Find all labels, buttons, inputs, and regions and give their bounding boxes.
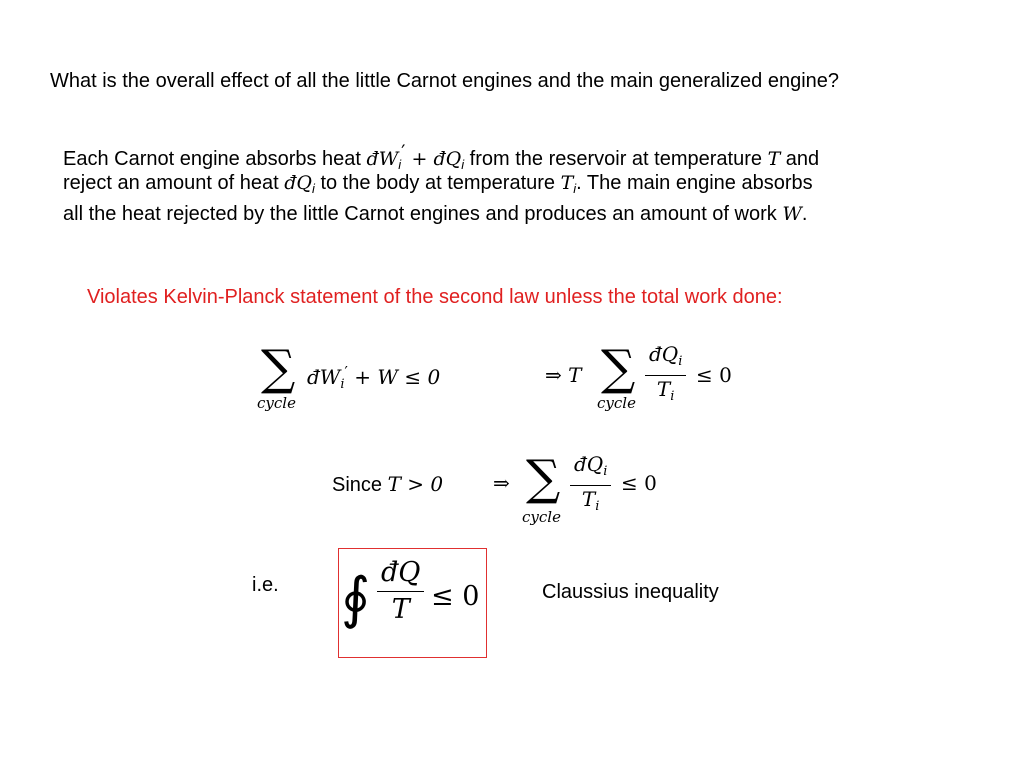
text: reject an amount of heat — [63, 172, 285, 194]
paragraph-line-2 — [63, 172, 813, 196]
math-sub: i — [670, 389, 675, 404]
math-W: W — [782, 203, 802, 225]
math-sub: i — [573, 181, 577, 196]
math-sub: i — [312, 181, 315, 196]
le-zero: ≤ 0 — [696, 363, 732, 387]
math-dW: đW — [366, 148, 399, 170]
sum-symbol: ∑ — [261, 340, 296, 396]
math-plus: + — [405, 148, 434, 170]
since-condition — [332, 472, 443, 497]
paragraph-line-3 — [63, 203, 807, 226]
text: and — [780, 148, 820, 170]
le-zero: ≤ 0 — [431, 581, 480, 612]
fraction-dQi-over-Ti — [570, 452, 611, 519]
text: Each Carnot engine absorbs heat — [63, 148, 367, 170]
fraction-dQi-over-Ti — [645, 342, 686, 409]
fraction-denominator — [582, 486, 600, 519]
math-dQ: đQ — [574, 452, 604, 476]
text: . — [801, 203, 808, 225]
sum-limit-label: cycle — [597, 394, 636, 412]
math-T: T — [581, 487, 596, 511]
kelvin-planck-statement: Violates Kelvin-Planck statement of the second law unless the total work done: — [87, 286, 783, 308]
ie-label: i.e. — [252, 574, 279, 596]
fraction-denominator: T — [391, 594, 410, 625]
fraction-denominator — [657, 376, 675, 409]
math-rest: + W ≤ 0 — [347, 365, 441, 389]
math-T: T — [656, 377, 671, 401]
math-T: T — [767, 148, 781, 170]
text: to the body at temperature — [314, 172, 561, 194]
clausius-inequality-box — [338, 548, 487, 658]
implies-symbol: ⇒ — [493, 471, 510, 495]
math-sub: i — [340, 377, 345, 392]
fraction-dQ-over-T — [377, 557, 424, 626]
math-dQ: đQ — [284, 172, 312, 194]
math-sub: i — [398, 157, 402, 172]
math-dQ: đQ — [433, 148, 462, 170]
sum-limit-label: cycle — [257, 394, 296, 412]
equation-3 — [330, 450, 690, 534]
math-sub: i — [603, 464, 608, 479]
slide-question: What is the overall effect of all the little Carnot engines and the main generalized engine? — [50, 70, 840, 92]
math-sub: i — [595, 499, 600, 514]
math-prime: ′ — [401, 141, 406, 163]
fraction-numerator — [570, 452, 611, 486]
le-zero: ≤ 0 — [621, 471, 657, 495]
math-prime: ′ — [344, 363, 348, 381]
equation-1 — [255, 342, 475, 422]
equation-2 — [545, 340, 745, 424]
fraction-numerator: đQ — [377, 557, 424, 592]
paragraph-line-1 — [63, 141, 819, 172]
sum-symbol: ∑ — [526, 450, 561, 506]
math-sub: i — [678, 354, 683, 369]
clausius-label: Claussius inequality — [542, 581, 719, 603]
math-condition: T > 0 — [387, 472, 444, 496]
math-Ti: T — [560, 172, 574, 194]
text: . The main engine absorbs — [576, 172, 813, 194]
equation-1-body — [307, 363, 440, 392]
math-dW: đW — [307, 365, 341, 389]
implies-T: ⇒ T — [545, 363, 582, 387]
math-sub: i — [461, 157, 465, 172]
since-label: Since — [332, 474, 388, 496]
sum-limit-label: cycle — [522, 508, 561, 526]
fraction-numerator — [645, 342, 686, 376]
text: all the heat rejected by the little Carnot engines and produces an amount of work — [63, 203, 783, 225]
math-dQ: đQ — [649, 342, 679, 366]
sum-symbol: ∑ — [601, 340, 636, 396]
contour-integral-symbol: ∮ — [341, 566, 371, 631]
text: from the reservoir at temperature — [464, 148, 768, 170]
